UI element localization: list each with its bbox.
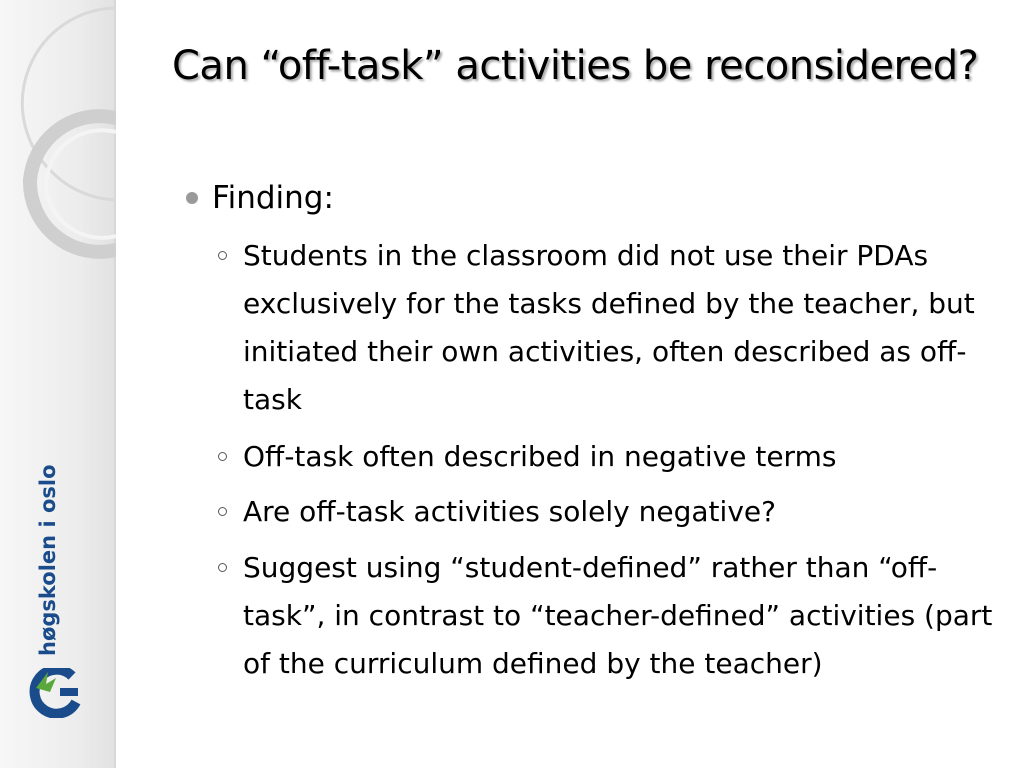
finding-label: Finding: bbox=[212, 180, 334, 216]
sub-bullet-icon bbox=[218, 251, 227, 260]
sub-bullet-icon bbox=[218, 563, 227, 572]
sub-bullet-text: Suggest using “student-defined” rather than “off-task”, in contrast to “teacher-defined” activities (part of the curriculum defined by the teacher) bbox=[243, 551, 993, 680]
bullet-dot-icon bbox=[186, 192, 198, 204]
sub-bullet-text: Are off-task activities solely negative? bbox=[243, 495, 776, 528]
slide-title: Can “off-task” activities be reconsidered? bbox=[172, 43, 979, 89]
hio-logo-icon bbox=[26, 668, 84, 718]
sub-bullet-text: Off-task often described in negative terms bbox=[243, 440, 837, 473]
logo-text: høgskolen i oslo bbox=[36, 464, 60, 656]
decorative-arcs bbox=[0, 0, 116, 300]
sub-bullet-text: Students in the classroom did not use their PDAs exclusively for the tasks defined by the teacher, but initiated their own activities, often described as off-task bbox=[243, 239, 975, 416]
sub-bullet-icon bbox=[218, 452, 227, 461]
sub-bullet-icon bbox=[218, 507, 227, 516]
